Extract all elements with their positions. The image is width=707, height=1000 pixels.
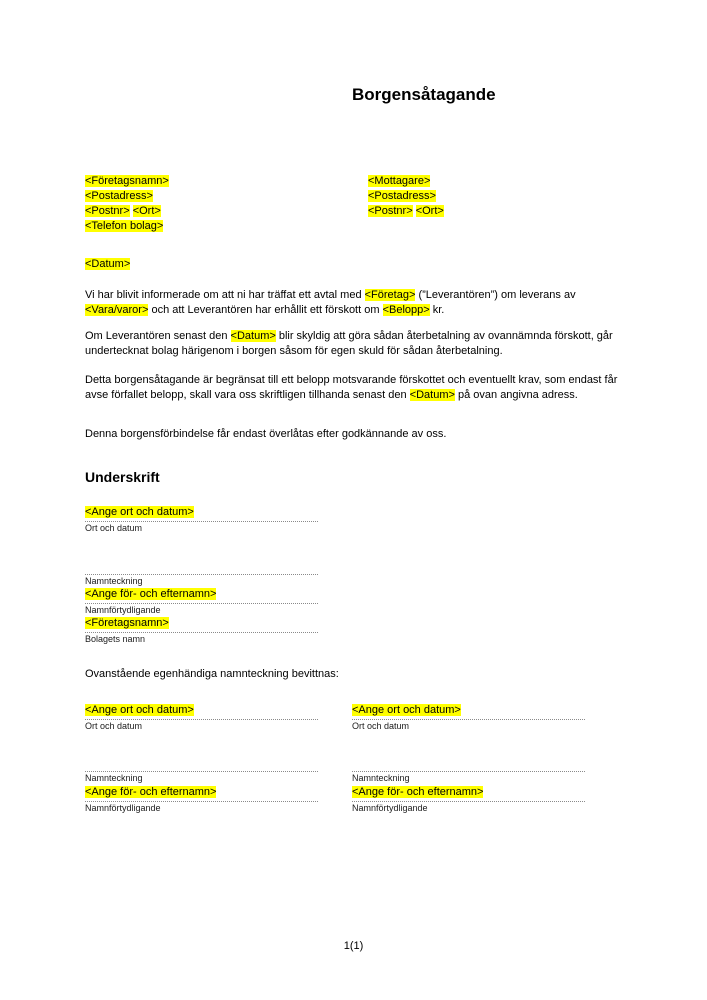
- placeholder-highlight[interactable]: <Postadress>: [368, 190, 436, 202]
- document-title: Borgensåtagande: [352, 85, 496, 104]
- placeholder-highlight[interactable]: <Ange ort och datum>: [352, 704, 461, 716]
- text-run: Detta borgensåtagande är begränsat till ett belopp motsvarande förskottet och eventuellt krav, som endast får avse förfallet belopp, skall vara oss skriftligen tillhanda senast den: [85, 374, 618, 401]
- text-run: (”Leverantören”) om leverans av: [415, 289, 576, 301]
- paragraph-transfer-restriction: [85, 427, 625, 442]
- placeholder-highlight[interactable]: <Ange ort och datum>: [85, 506, 194, 518]
- text-run: Denna borgensförbindelse får endast överlåtas efter godkännande av oss.: [85, 428, 447, 440]
- signature-line[interactable]: [85, 755, 318, 772]
- signature-line[interactable]: [352, 755, 585, 772]
- text-run: Vi har blivit informerade om att ni har träffat ett avtal med: [85, 289, 365, 301]
- placeholder-highlight[interactable]: <Postnr>: [368, 205, 413, 217]
- field-label: Ort och datum: [352, 721, 410, 731]
- witness1-field-namnfortydligande: [85, 785, 318, 814]
- placeholder-highlight[interactable]: <Mottagare>: [368, 175, 431, 187]
- text-run: på ovan angivna adress.: [454, 389, 578, 401]
- recipient-zip-city-line: [368, 204, 444, 219]
- sender-phone-line: [85, 219, 169, 234]
- placeholder-highlight[interactable]: <Företagsnamn>: [85, 175, 169, 187]
- placeholder-highlight[interactable]: <Datum>: [85, 258, 131, 270]
- signature-line[interactable]: [85, 703, 318, 720]
- sender-company-line: [85, 174, 169, 189]
- sender-zip-city-line: [85, 204, 169, 219]
- field-label: Namnteckning: [85, 576, 143, 586]
- recipient-name-line: [368, 174, 444, 189]
- placeholder-highlight[interactable]: <Ort>: [132, 205, 161, 217]
- field-label: Namnförtydligande: [352, 803, 428, 813]
- signature-line[interactable]: [85, 505, 318, 522]
- field-label: Ort och datum: [85, 523, 143, 533]
- witness2-field-namnteckning: [352, 755, 585, 784]
- field-label: Ort och datum: [85, 721, 143, 731]
- placeholder-highlight[interactable]: <Företag>: [364, 289, 416, 301]
- signature-line[interactable]: [85, 785, 318, 802]
- signature-line[interactable]: [85, 558, 318, 575]
- field-label: Namnteckning: [85, 773, 143, 783]
- placeholder-highlight[interactable]: <Ange för- och efternamn>: [352, 786, 484, 798]
- sender-street-line: [85, 189, 169, 204]
- placeholder-highlight[interactable]: <Datum>: [409, 389, 455, 401]
- placeholder-highlight[interactable]: <Belopp>: [382, 304, 430, 316]
- placeholder-highlight[interactable]: <Företagsnamn>: [85, 617, 169, 629]
- witness2-field-namnfortydligande: [352, 785, 585, 814]
- signature-line[interactable]: [352, 703, 585, 720]
- date-line: [85, 257, 130, 272]
- field-label: Namnförtydligande: [85, 605, 161, 615]
- placeholder-highlight[interactable]: <Ange ort och datum>: [85, 704, 194, 716]
- witness-intro-text: Ovanstående egenhändiga namnteckning bevittnas:: [85, 668, 339, 680]
- field-namnfortydligande: [85, 587, 318, 616]
- placeholder-highlight[interactable]: <Ange för- och efternamn>: [85, 786, 217, 798]
- placeholder-highlight[interactable]: <Ort>: [415, 205, 444, 217]
- paragraph-amount-limit: [85, 373, 625, 403]
- placeholder-highlight[interactable]: <Telefon bolag>: [85, 220, 164, 232]
- page-number: 1(1): [343, 940, 364, 952]
- paragraph-agreement-info: [85, 288, 625, 318]
- placeholder-highlight[interactable]: <Postnr>: [85, 205, 130, 217]
- witness1-field-namnteckning: [85, 755, 318, 784]
- signature-line[interactable]: [85, 587, 318, 604]
- witness1-field-ort-och-datum: [85, 703, 318, 732]
- signature-section-heading: Underskrift: [85, 469, 160, 485]
- witness2-field-ort-och-datum: [352, 703, 585, 732]
- text-run: Om Leverantören senast den: [85, 330, 231, 342]
- recipient-street-line: [368, 189, 444, 204]
- recipient-address-block: [368, 174, 444, 219]
- field-bolagets-namn: [85, 616, 318, 645]
- text-run: och att Leverantören har erhållit ett förskott om: [148, 304, 383, 316]
- paragraph-guarantee-terms: [85, 329, 625, 359]
- field-namnteckning: [85, 558, 318, 587]
- text-run: blir skyldig att göra sådan återbetalning av ovannämnda förskott, går undertecknat bolag härigenom i borgen såsom för egen skuld för sådan återbetalning.: [85, 330, 613, 357]
- signature-line[interactable]: [352, 785, 585, 802]
- text-run: kr.: [429, 304, 445, 316]
- placeholder-highlight[interactable]: <Postadress>: [85, 190, 153, 202]
- field-label: Namnförtydligande: [85, 803, 161, 813]
- placeholder-highlight[interactable]: <Vara/varor>: [85, 304, 149, 316]
- placeholder-highlight[interactable]: <Datum>: [230, 330, 276, 342]
- field-label: Namnteckning: [352, 773, 410, 783]
- signature-line[interactable]: [85, 616, 318, 633]
- placeholder-highlight[interactable]: <Ange för- och efternamn>: [85, 588, 217, 600]
- field-label: Bolagets namn: [85, 634, 146, 644]
- sender-address-block: [85, 174, 169, 234]
- field-ort-och-datum: [85, 505, 318, 534]
